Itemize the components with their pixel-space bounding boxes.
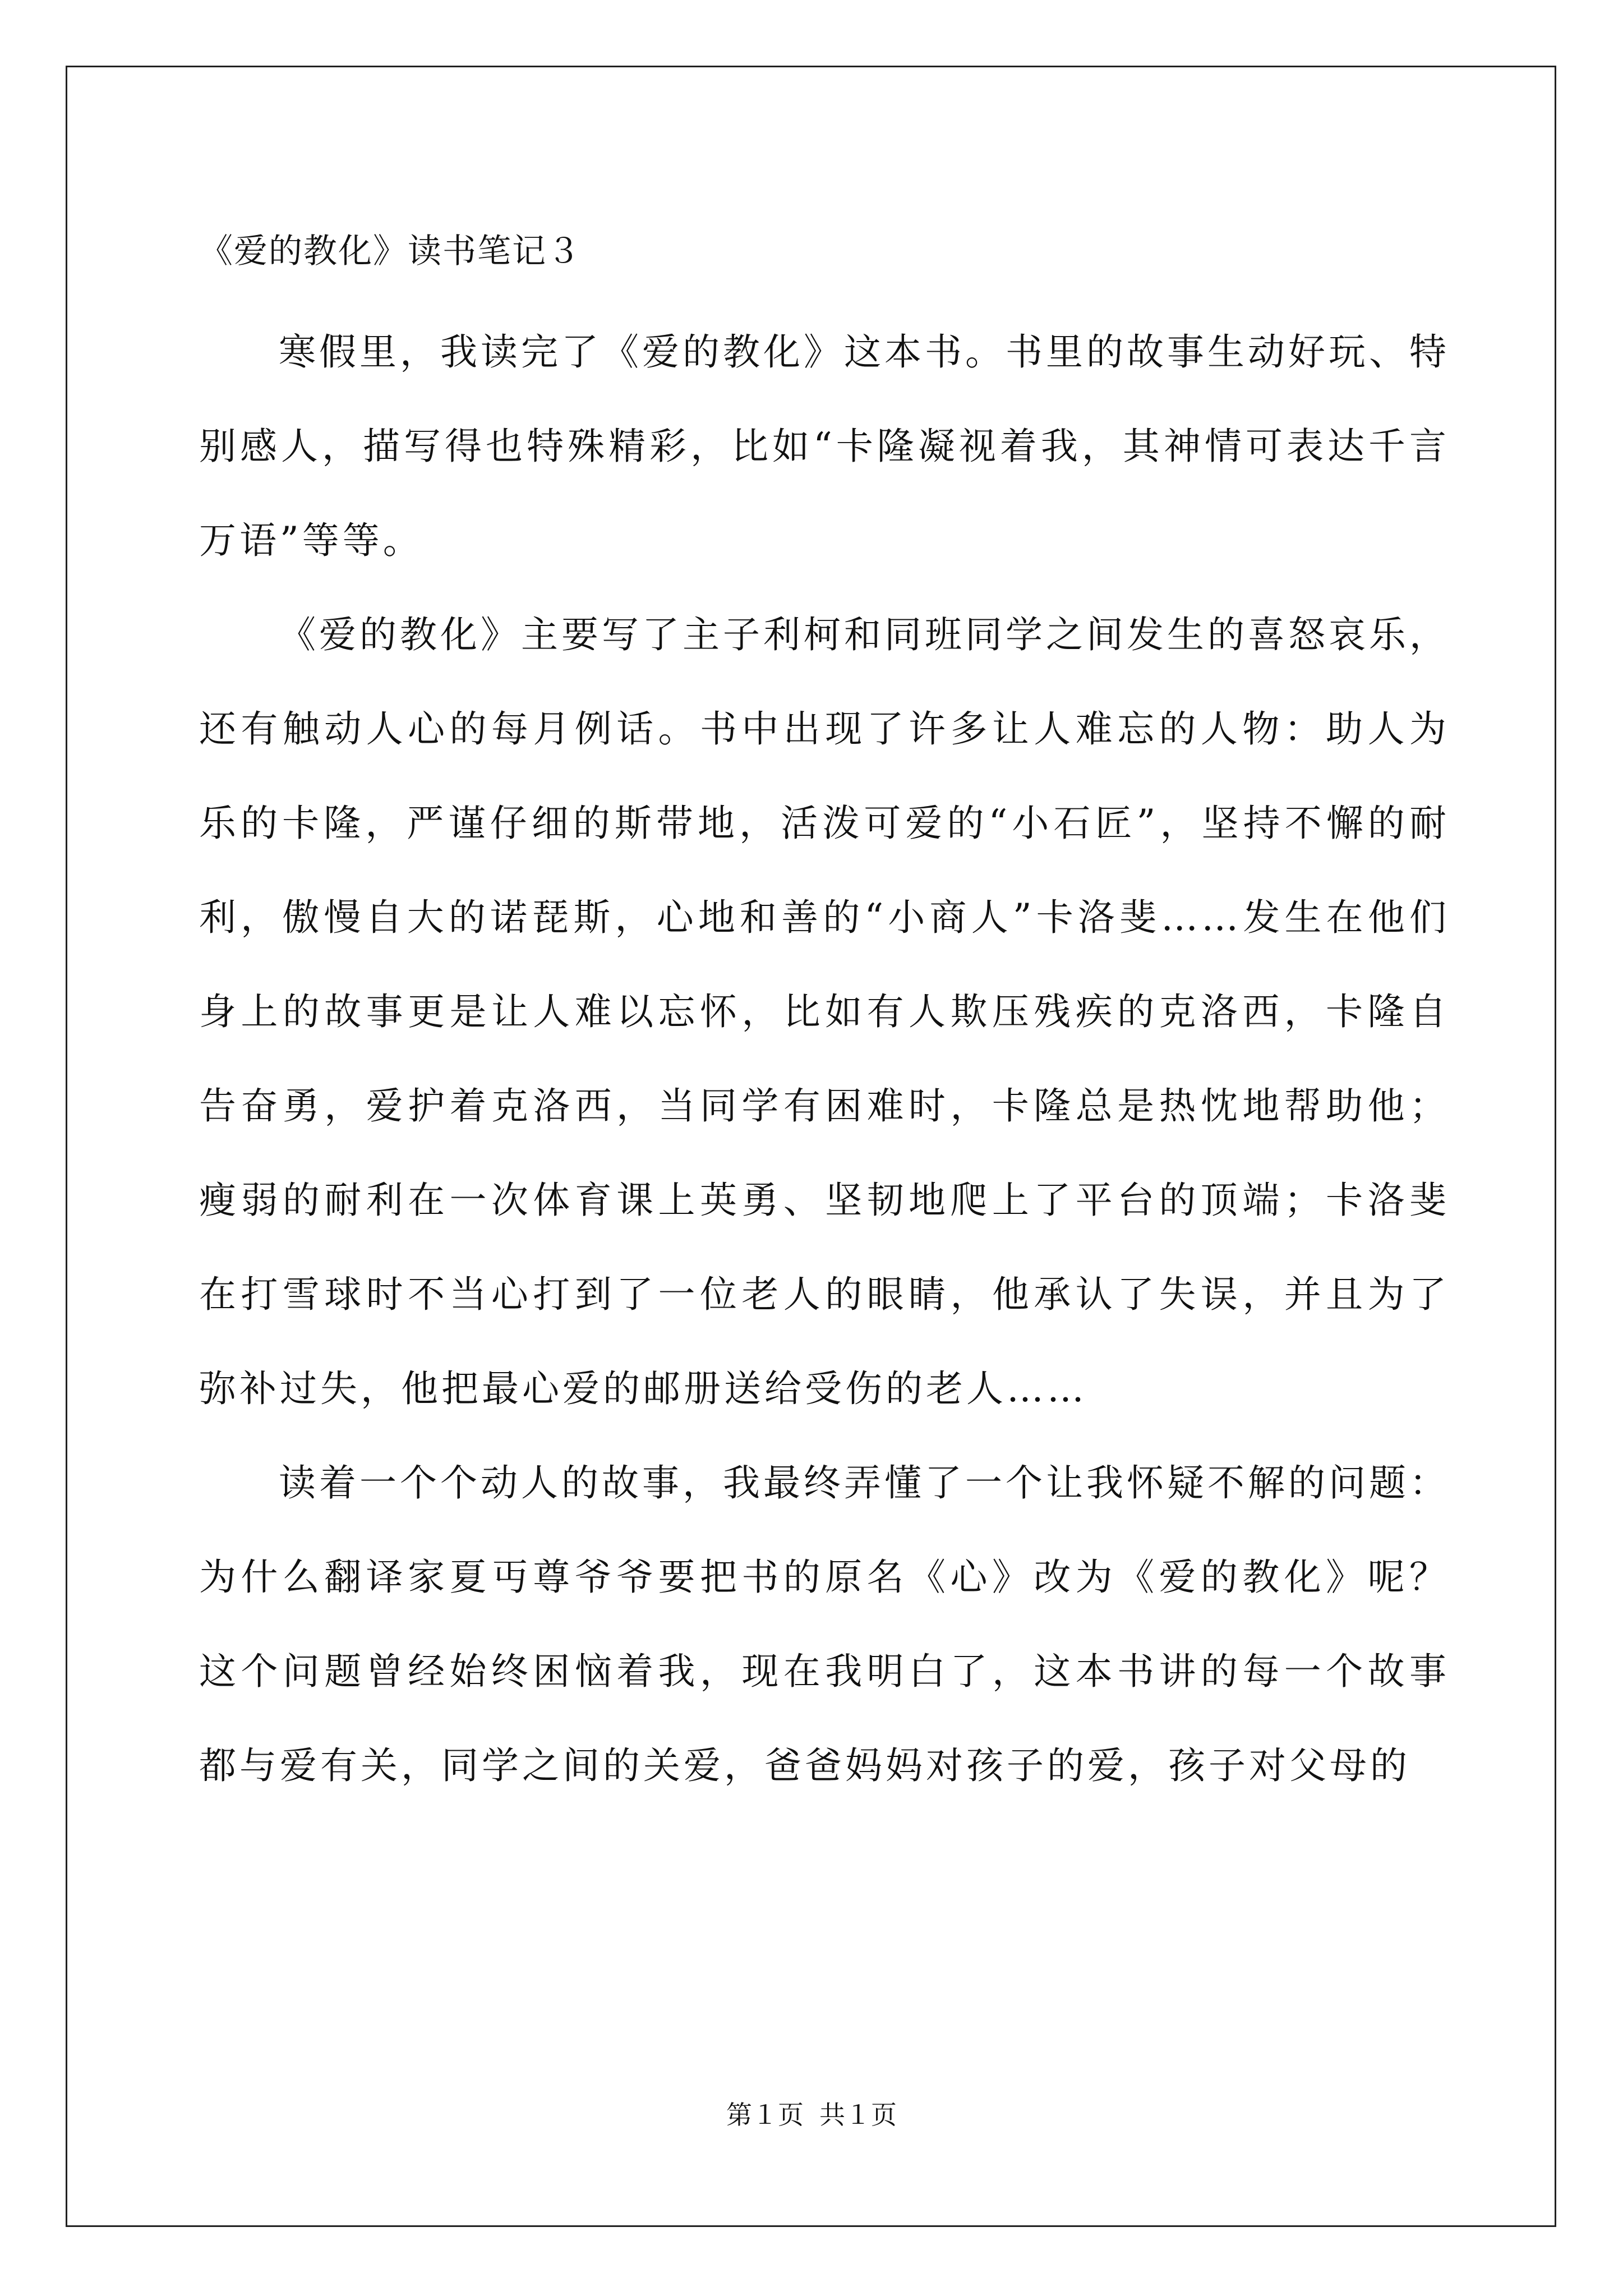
document-title: 《爱的教化》读书笔记３ xyxy=(199,232,582,271)
paragraph-2: 《爱的教化》主要写了主子利柯和同班同学之间发生的喜怒哀乐，还有触动人心的每月例话。书中出现了许多让人难忘的人物：助人为乐的卡隆，严谨仔细的斯带地，活泼可爱的“小石匠”，坚持不懈的耐利，傲慢自大的诺琵斯，心地和善的“小商人”卡洛斐……发生在他们身上的故事更是让人难以忘怀，比如有人欺压残疾的克洛西，卡隆自告奋勇，爱护着克洛西，当同学有困难时，卡隆总是热忱地帮助他；瘦弱的耐利在一次体育课上英勇、坚韧地爬上了平台的顶端；卡洛斐在打雪球时不当心打到了一位老人的眼睛，他承认了失误，并且为了弥补过失，他把最心爱的邮册送给受伤的老人…… xyxy=(199,613,1450,1410)
page-total: 共１页 xyxy=(819,2100,897,2130)
page-footer xyxy=(0,2098,1623,2132)
page-number: 第１页 xyxy=(726,2100,804,2130)
paragraph-3: 读着一个个动人的故事，我最终弄懂了一个让我怀疑不解的问题：为什么翻译家夏丏尊爷爷要把书的原名《心》改为《爱的教化》呢？这个问题曾经始终困恼着我，现在我明白了，这本书讲的每一个故事都与爱有关，同学之间的关爱，爸爸妈妈对孩子的爱，孩子对父母的 xyxy=(199,1461,1450,1787)
paragraph-1: 寒假里，我读完了《爱的教化》这本书。书里的故事生动好玩、特别感人，描写得也特殊精彩，比如“卡隆凝视着我，其神情可表达千言万语”等等。 xyxy=(199,330,1450,562)
document-body xyxy=(199,223,1450,1813)
